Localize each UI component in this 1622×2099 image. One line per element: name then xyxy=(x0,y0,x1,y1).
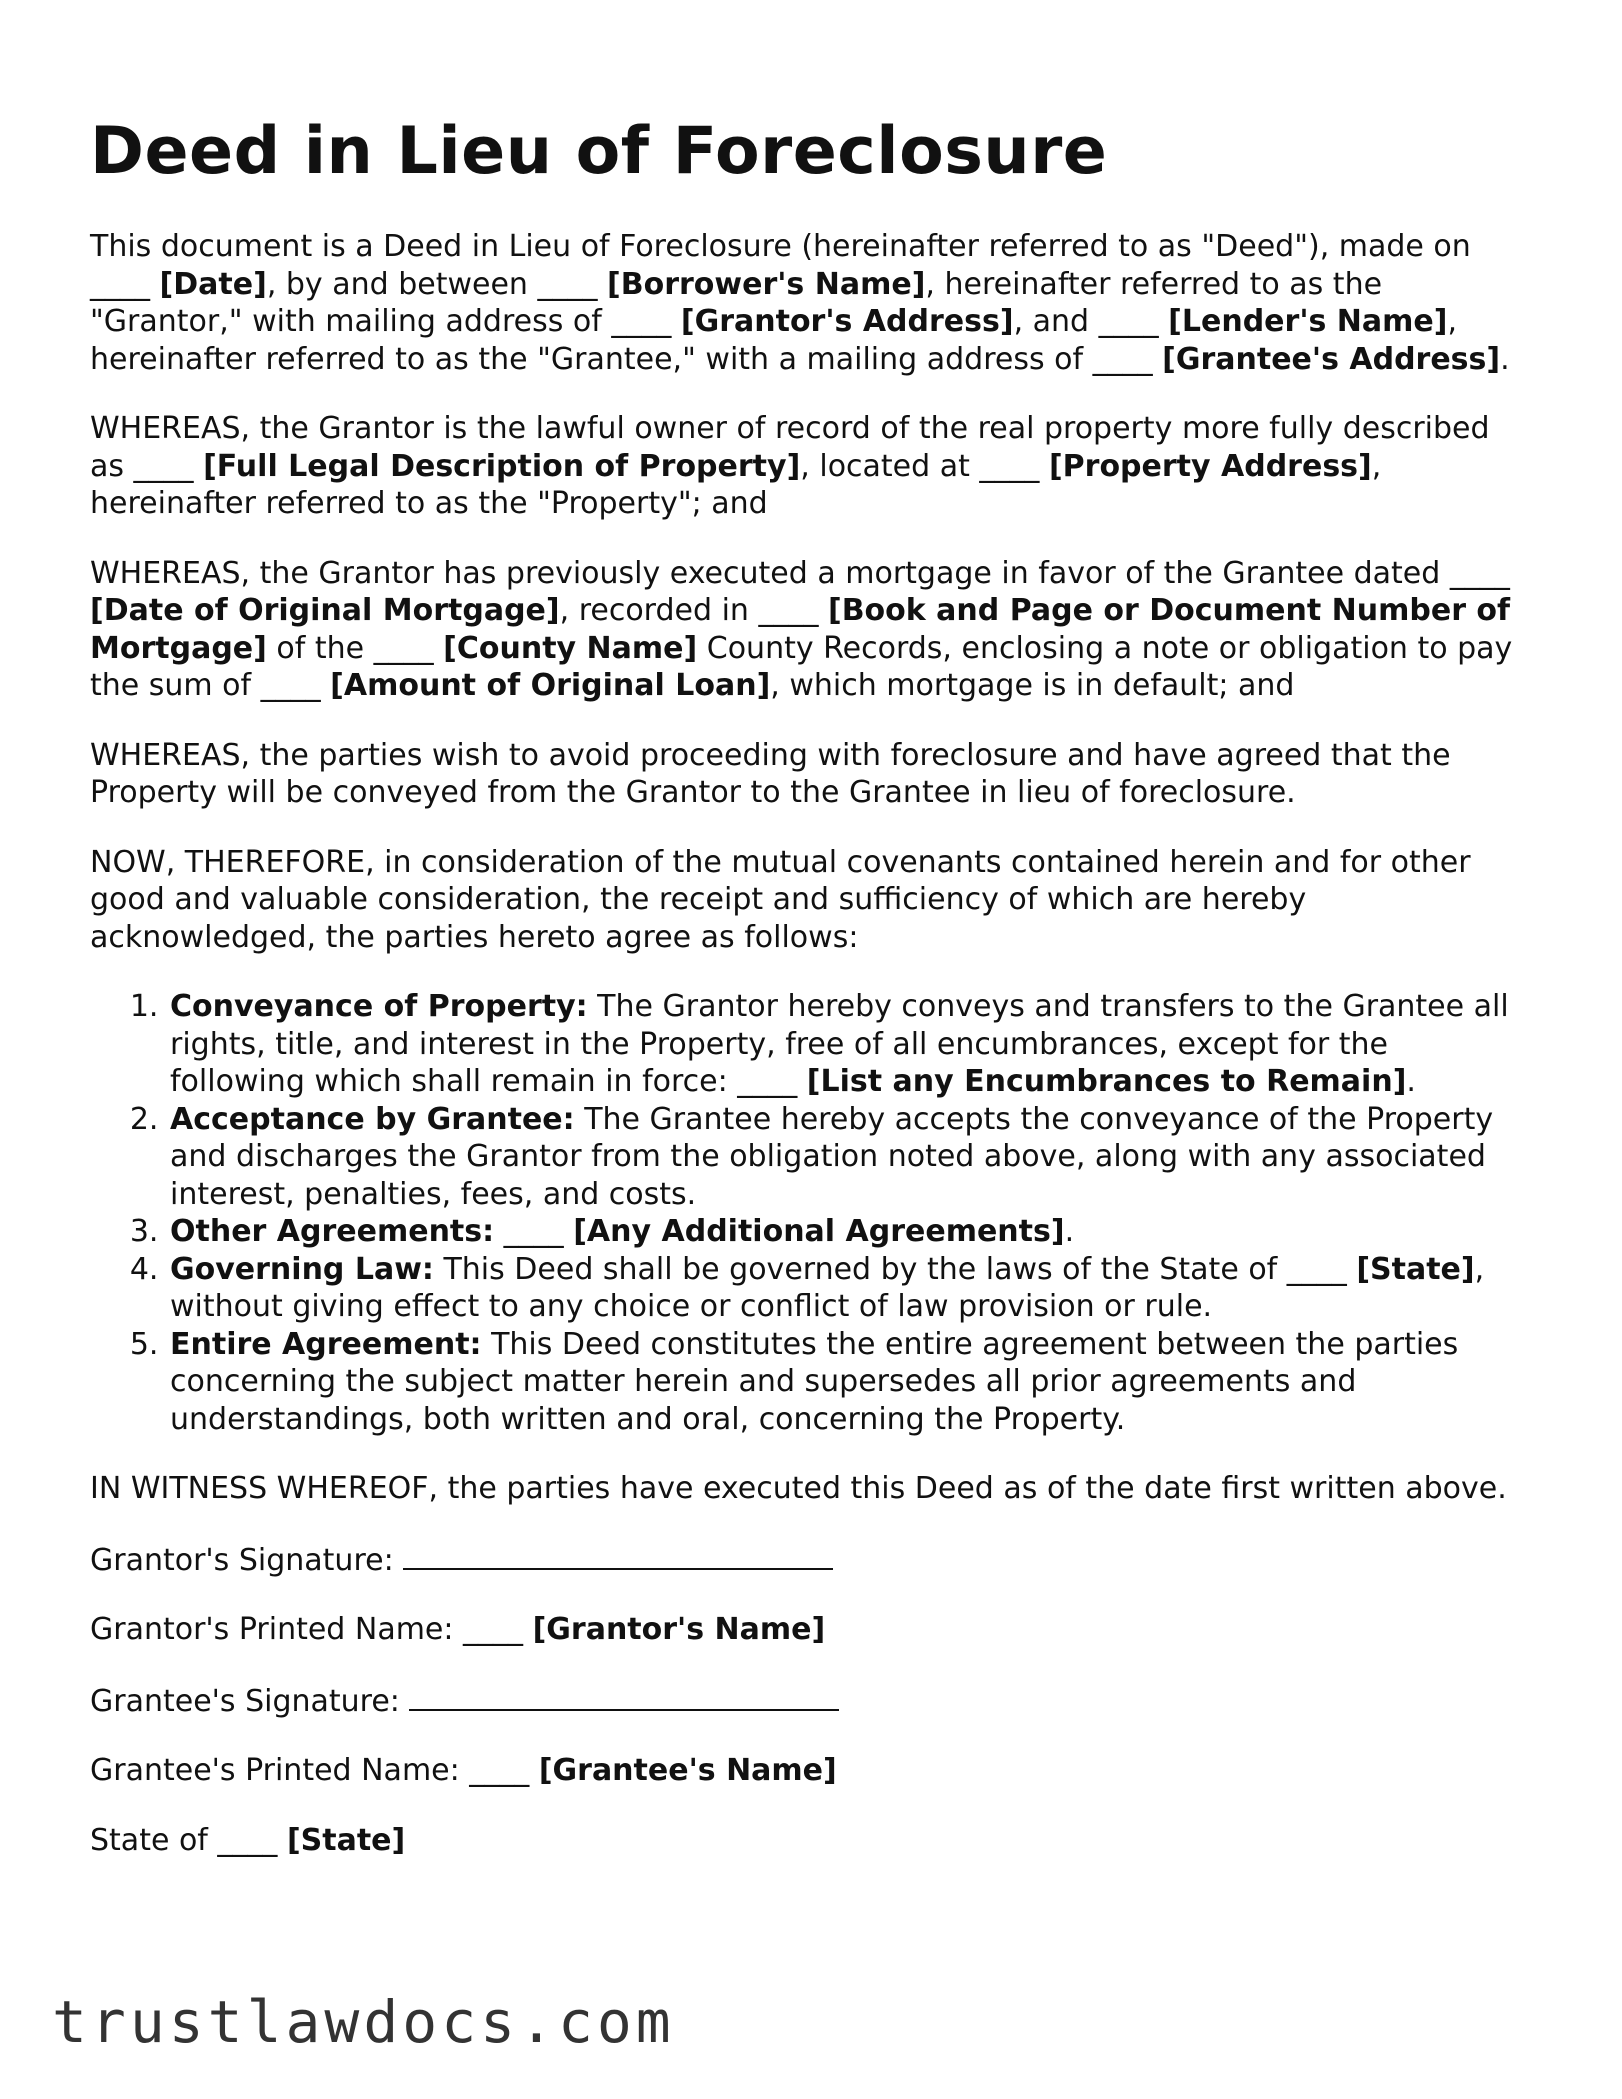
loan-amount-placeholder: [Amount of Original Loan] xyxy=(330,668,771,703)
whereas-mortgage-paragraph: WHEREAS, the Grantor has previously executed a mortgage in favor of the Grantee dated ____ [Date of Original Mortgage], recorded in ____ [Book and Page or Document Number of Mortgage] of the ____ [County Name] County Records, enclosing a note or obligation to pay the sum of ____ [Amount of Original Loan], which mortgage is in default; and xyxy=(90,555,1513,703)
term-heading: Conveyance of Property: xyxy=(170,989,588,1024)
lender-name-placeholder: [Lender's Name] xyxy=(1168,304,1448,339)
grantor-name-placeholder: [Grantor's Name] xyxy=(532,1612,826,1647)
state-name-placeholder: [State] xyxy=(286,1822,406,1858)
book-page-placeholder: [Book and Page or Document Number of Mortgage] xyxy=(90,593,1511,666)
witness-paragraph: IN WITNESS WHEREOF, the parties have executed this Deed as of the date first written above. xyxy=(90,1471,1507,1506)
county-placeholder: [County Name] xyxy=(443,630,698,666)
additional-agreements-placeholder: [Any Additional Agreements] xyxy=(573,1214,1065,1249)
list-item: 5. Entire Agreement: This Deed constitutes the entire agreement between the parties concerning the subject matter herein and supersedes all prior agreements and understandings, both written and oral, concerning the Property. xyxy=(168,1326,1530,1439)
grantee-signature-line: Grantee's Signature: xyxy=(90,1681,1530,1721)
term-heading: Acceptance by Grantee: xyxy=(170,1101,575,1137)
watermark: trustlawdocs.com xyxy=(52,1988,675,2056)
mortgage-date-placeholder: [Date of Original Mortgage] xyxy=(90,593,560,628)
list-item: 3. Other Agreements: ____ [Any Additional Agreements]. xyxy=(168,1213,1530,1251)
grantor-printed-name-line: Grantor's Printed Name: ____ [Grantor's Name] xyxy=(90,1612,826,1647)
whereas-ownership-paragraph: WHEREAS, the Grantor is the lawful owner of record of the real property more fully described as ____ [Full Legal Description of Property], located at ____ [Property Address], hereinafter referred to as the "Property"; and xyxy=(90,411,1490,521)
terms-list xyxy=(90,988,1530,1438)
intro-paragraph: This document is a Deed in Lieu of Foreclosure (hereinafter referred to as "Deed"), made on ____ [Date], by and between ____ [Borrower's Name], hereinafter referred to as the "Grantor," with mailing address of ____ [Grantor's Address], and ____ [Lender's Name], hereinafter referred to as the "Grantee," with a mailing address of ____ [Grantee's Address]. xyxy=(90,229,1510,377)
grantor-address-placeholder: [Grantor's Address] xyxy=(680,304,1014,339)
grantee-name-placeholder: [Grantee's Name] xyxy=(538,1753,837,1788)
term-heading: Governing Law: xyxy=(170,1251,434,1287)
now-therefore-paragraph: NOW, THEREFORE, in consideration of the mutual covenants contained herein and for other good and valuable consideration, the receipt and sufficiency of which are hereby acknowledged, the parties hereto agree as follows: xyxy=(90,844,1471,955)
term-heading: Entire Agreement: xyxy=(170,1326,482,1362)
term-heading: Other Agreements: xyxy=(170,1214,495,1249)
list-item: 1. Conveyance of Property: The Grantor hereby conveys and transfers to the Grantee all rights, title, and interest in the Property, free of all encumbrances, except for the following which shall remain in force: ____ [List any Encumbrances to Remain]. xyxy=(168,988,1530,1101)
grantee-printed-name-line: Grantee's Printed Name: ____ [Grantee's Name] xyxy=(90,1753,837,1788)
document-title: Deed in Lieu of Foreclosure xyxy=(90,114,1108,189)
borrower-name-placeholder: [Borrower's Name] xyxy=(607,266,926,302)
list-item: 4. Governing Law: This Deed shall be governed by the laws of the State of ____ [State], without giving effect to any choice or conflict of law provision or rule. xyxy=(168,1251,1530,1326)
legal-description-placeholder: [Full Legal Description of Property] xyxy=(203,448,801,484)
date-placeholder: [Date] xyxy=(159,266,267,302)
document-page xyxy=(90,112,1530,1891)
state-placeholder: [State] xyxy=(1356,1251,1475,1287)
grantee-address-placeholder: [Grantee's Address] xyxy=(1162,341,1501,377)
encumbrances-placeholder: [List any Encumbrances to Remain] xyxy=(806,1064,1407,1099)
grantor-signature-field[interactable] xyxy=(403,1540,833,1570)
list-item: 2. Acceptance by Grantee: The Grantee hereby accepts the conveyance of the Property and discharges the Grantor from the obligation noted above, along with any associated interest, penalties, fees, and costs. xyxy=(168,1101,1530,1214)
property-address-placeholder: [Property Address] xyxy=(1048,448,1372,484)
whereas-avoid-foreclosure-paragraph: WHEREAS, the parties wish to avoid proceeding with foreclosure and have agreed that the Property will be conveyed from the Grantor to the Grantee in lieu of foreclosure. xyxy=(90,737,1451,810)
state-line: State of ____ [State] xyxy=(90,1822,406,1858)
grantor-signature-line: Grantor's Signature: xyxy=(90,1540,1530,1580)
grantee-signature-field[interactable] xyxy=(409,1681,839,1711)
